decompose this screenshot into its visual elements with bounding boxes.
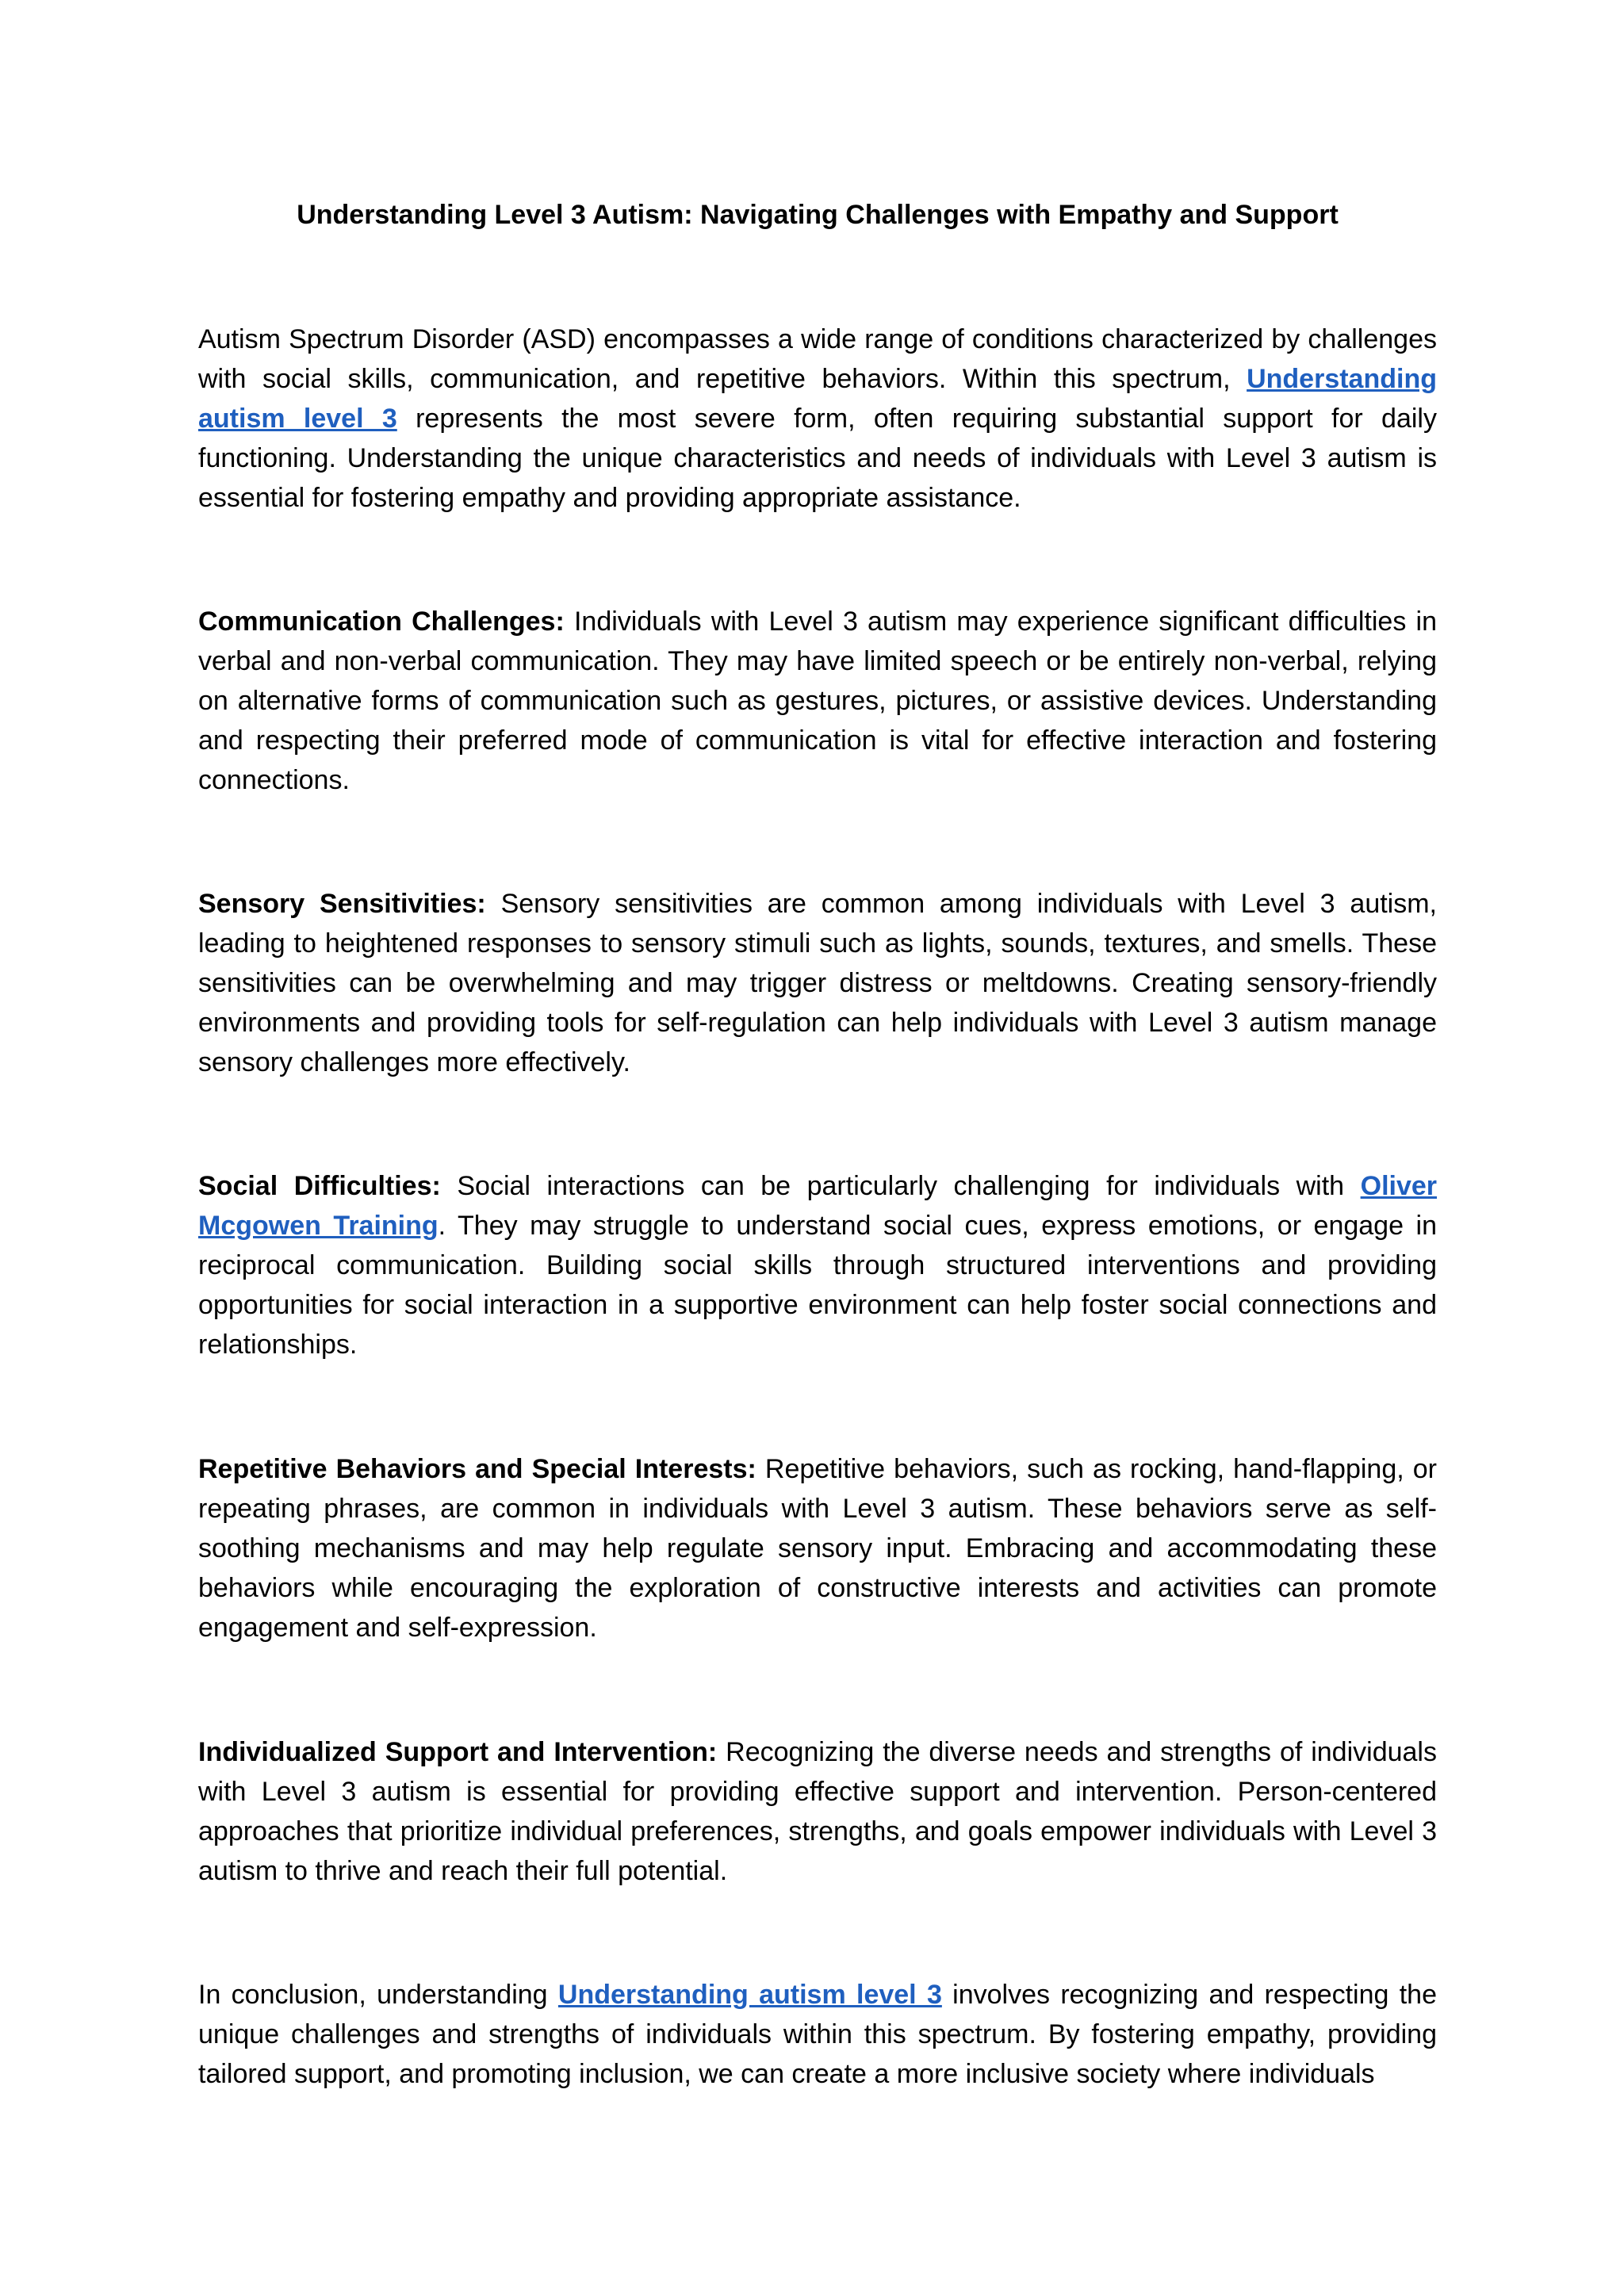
individualized-heading: Individualized Support and Intervention: — [198, 1737, 718, 1767]
document-title: Understanding Level 3 Autism: Navigating Challenges with Empathy and Support — [297, 200, 1339, 230]
sensory-heading: Sensory Sensitivities: — [198, 889, 486, 919]
communication-text: Individuals with Level 3 autism may experience significant difficulties in verbal and non-verbal communication. They may have limited speech or be entirely non-verbal, relying on alternative forms of communication such as gestures, pictures, or assistive devices. Understanding and respecting their preferred mode of communication is vital for effective interaction and fostering connections. — [198, 607, 1437, 795]
communication-heading: Communication Challenges: — [198, 607, 565, 637]
social-heading: Social Difficulties: — [198, 1171, 441, 1201]
repetitive-heading: Repetitive Behaviors and Special Interests: — [198, 1454, 756, 1484]
sensory-text: Sensory sensitivities are common among individuals with Level 3 autism, leading to heightened responses to sensory stimuli such as lights, sounds, textures, and smells. These sensitivities can be overwhelming and may trigger distress or meltdowns. Creating sensory-friendly environments and providing tools for self-regulation can help individuals with Level 3 autism manage sensory challenges more effectively. — [198, 889, 1437, 1077]
oliver-mcgowen-training-link[interactable]: Oliver Mcgowen Training — [198, 1171, 1438, 1241]
conclusion-understanding-autism-link[interactable]: Understanding autism level 3 — [557, 1980, 942, 2010]
understanding-autism-link[interactable]: Understanding autism level 3 — [198, 364, 1437, 434]
conclusion-text-after: involves recognizing and respecting the unique challenges and strengths of individuals within this spectrum. By fostering empathy, providing tailored support, and promoting inclusion, we can create a more inclusive society where individuals — [198, 1980, 1437, 2089]
repetitive-text: Repetitive behaviors, such as rocking, hand-flapping, or repeating phrases, are common in individuals with Level 3 autism. These behaviors serve as self-soothing mechanisms and may help regulate sensory input. Embracing and accommodating these behaviors while encouraging the exploration of constructive interests and activities can promote engagement and self-expression. — [198, 1454, 1437, 1643]
conclusion-text-before: In conclusion, understanding — [198, 1980, 558, 2010]
intro-text-before: Autism Spectrum Disorder (ASD) encompasses a wide range of conditions characterized by challenges with social skills, communication, and repetitive behaviors. Within this spectrum, — [198, 324, 1437, 394]
individualized-paragraph — [198, 1732, 1437, 1891]
repetitive-paragraph — [198, 1449, 1437, 1647]
intro-text-after: represents the most severe form, often requiring substantial support for daily functioning. Understanding the unique characteristics and needs of individuals with Level 3 autism is essential for fostering empathy and providing appropriate assistance. — [198, 404, 1437, 513]
sensory-paragraph — [198, 884, 1437, 1082]
social-text-before: Social interactions can be particularly challenging for individuals with — [440, 1171, 1361, 1201]
intro-paragraph — [198, 320, 1437, 518]
communication-paragraph — [198, 602, 1437, 800]
individualized-text: Recognizing the diverse needs and strengths of individuals with Level 3 autism is essential for providing effective support and intervention. Person-centered approaches that prioritize individual preferences, strengths, and goals empower individuals with Level 3 autism to thrive and reach their full potential. — [198, 1737, 1437, 1886]
conclusion-paragraph — [198, 1975, 1437, 2094]
social-text-after: . They may struggle to understand social cues, express emotions, or engage in reciprocal communication. Building social skills through structured interventions and providing opportunities for social interaction in a supportive environment can help foster social connections and relationships. — [198, 1211, 1438, 1360]
social-paragraph — [198, 1166, 1437, 1364]
